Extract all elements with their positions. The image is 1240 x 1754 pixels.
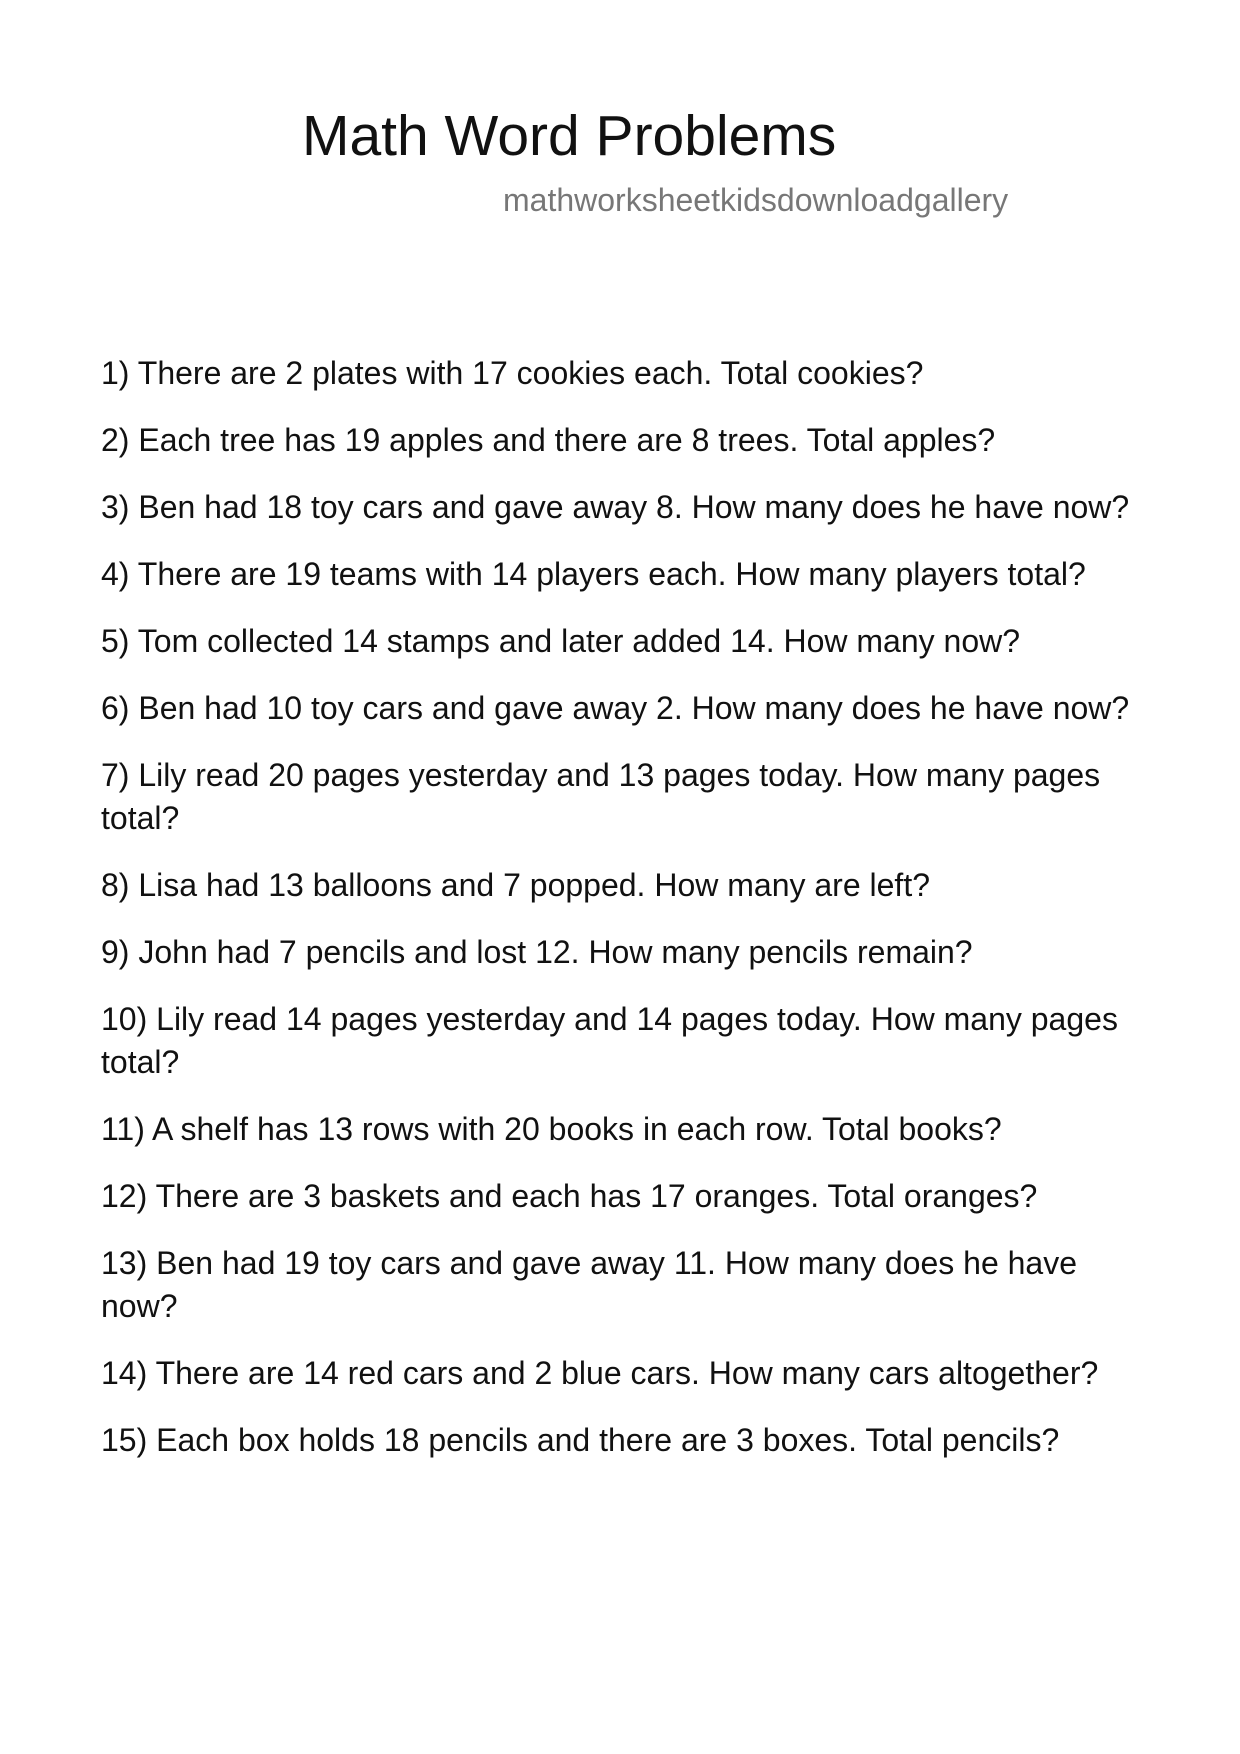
- problem-item: 10) Lily read 14 pages yesterday and 14 pages today. How many pages total?: [101, 1001, 1118, 1080]
- problem-item: 6) Ben had 10 toy cars and gave away 2. How many does he have now?: [101, 690, 1130, 726]
- page-subtitle: mathworksheetkidsdownloadgallery: [503, 182, 1009, 218]
- page-title: Math Word Problems: [302, 104, 837, 168]
- problem-item: 7) Lily read 20 pages yesterday and 13 pages today. How many pages total?: [101, 757, 1101, 836]
- problem-item: 14) There are 14 red cars and 2 blue cars. How many cars altogether?: [101, 1355, 1099, 1391]
- problem-item: 2) Each tree has 19 apples and there are 8 trees. Total apples?: [101, 422, 996, 458]
- problem-item: 4) There are 19 teams with 14 players each. How many players total?: [101, 556, 1086, 592]
- problem-item: 1) There are 2 plates with 17 cookies each. Total cookies?: [101, 355, 924, 391]
- problem-item: 3) Ben had 18 toy cars and gave away 8. How many does he have now?: [101, 489, 1130, 525]
- problem-item: 8) Lisa had 13 balloons and 7 popped. How many are left?: [101, 867, 930, 903]
- problem-item: 15) Each box holds 18 pencils and there are 3 boxes. Total pencils?: [101, 1422, 1060, 1458]
- problem-item: 9) John had 7 pencils and lost 12. How many pencils remain?: [101, 934, 973, 970]
- problem-item: 11) A shelf has 13 rows with 20 books in each row. Total books?: [101, 1111, 1002, 1147]
- problem-list: [101, 352, 1151, 1486]
- problem-item: 12) There are 3 baskets and each has 17 oranges. Total oranges?: [101, 1178, 1038, 1214]
- problem-item: 13) Ben had 19 toy cars and gave away 11. How many does he have now?: [101, 1245, 1078, 1324]
- problem-item: 5) Tom collected 14 stamps and later added 14. How many now?: [101, 623, 1021, 659]
